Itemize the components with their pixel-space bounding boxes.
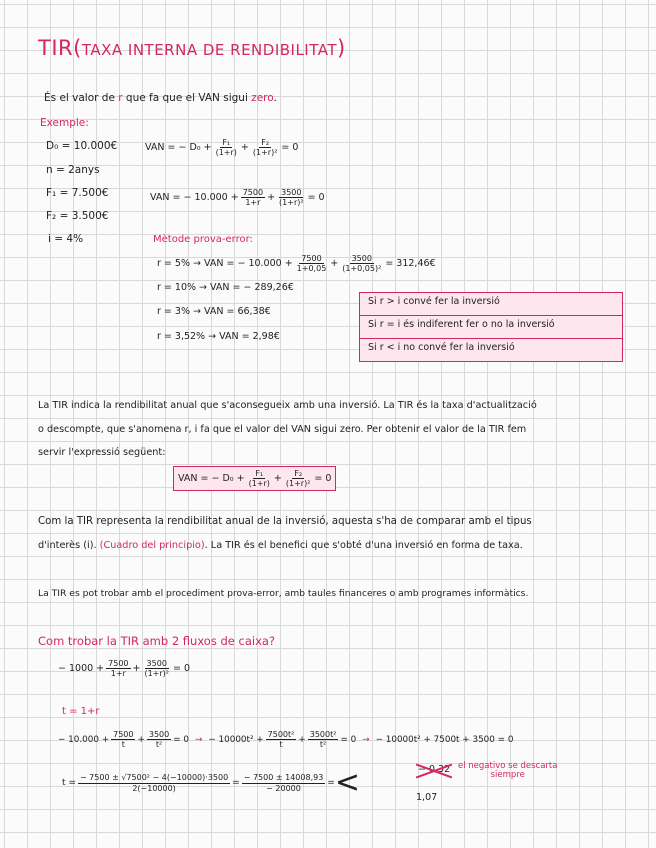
- root-negative: [418, 764, 450, 775]
- eq5-frac1: [111, 730, 135, 749]
- substituted-equation: [58, 730, 513, 749]
- root-negative-value: − 0,32: [418, 764, 451, 775]
- para2-text-a: d'interès (i).: [38, 540, 100, 551]
- discard-note-line2: siempre: [490, 770, 525, 781]
- given-d0: D₀ = 10.000€: [46, 140, 118, 152]
- trial1-f1-den: 1+0,05: [296, 264, 327, 274]
- given-f1: F₁ = 7.500€: [46, 187, 109, 199]
- trial1-f2-num: 3500: [351, 254, 372, 263]
- discard-note: [458, 762, 557, 781]
- eq6-num2: − 7500 ± 14008,93: [243, 773, 324, 783]
- eq4-lhs: − 1000 +: [58, 663, 105, 675]
- eq3-rhs: = 0: [314, 473, 332, 485]
- given-f2: F₂ = 3.500€: [46, 210, 109, 222]
- rule-greater: Si r > i convé fer la inversió: [360, 293, 622, 316]
- eq5-a: − 10.000 +: [58, 734, 110, 745]
- para2-line1: Com la TIR representa la rendibilitat anual de la inversió, aquesta s'ha de comparar amb el tipus: [38, 516, 532, 527]
- eq4-f2-den: (1+r)²: [144, 669, 169, 679]
- van-formula-highlight: [173, 466, 336, 491]
- eq2-f2-num: 3500: [281, 188, 302, 197]
- eq6-den2: − 20000: [266, 783, 301, 793]
- eq6-eq: =: [232, 778, 240, 788]
- definition-r: r: [118, 92, 123, 104]
- eq4-rhs: = 0: [173, 663, 191, 675]
- para2-text-c: . La TIR és el benefici que s'obté d'una inversió en forma de taxa.: [204, 540, 523, 551]
- eq5-plus2: +: [298, 734, 306, 745]
- eq5-f2-num: 3500: [148, 730, 170, 739]
- eq5-g2-num: 3500t²: [309, 730, 337, 739]
- arrow-icon: →: [362, 734, 370, 745]
- rule-less: Si r < i no convé fer la inversió: [368, 342, 515, 353]
- eq4-f1-den: 1+r: [110, 669, 126, 679]
- root-positive: 1,07: [416, 792, 438, 803]
- eq6-den: 2(−10000): [132, 783, 176, 793]
- eq1-f1-den: (1+r): [215, 148, 237, 158]
- eq1-f1-num: F₁: [222, 138, 231, 147]
- eq2-frac2: [277, 188, 306, 207]
- eq5-g1-den: t: [279, 740, 283, 750]
- trial1-frac2: [340, 254, 383, 273]
- eq6-frac2: [242, 773, 326, 792]
- para1-line2: o descompte, que s'anomena r, i fa que el valor del VAN sigui zero. Per obtenir el valor de la TIR fem: [38, 424, 527, 435]
- eq5-frac2: [147, 730, 171, 749]
- trial-5-percent: [157, 254, 436, 273]
- eq2-f1-den: 1+r: [245, 198, 261, 208]
- example-label: Exemple:: [40, 117, 89, 129]
- trial-3-percent: r = 3% → VAN = 66,38€: [157, 306, 271, 317]
- eq1-lhs: VAN = − D₀ +: [145, 142, 212, 154]
- eq2-plus: +: [267, 192, 276, 204]
- eq6-lhs: t =: [62, 778, 76, 788]
- para1-line1: La TIR indica la rendibilitat anual que s'aconsegueix amb una inversió. La TIR és la taxa d'actualització: [38, 400, 537, 411]
- eq1-frac2: [251, 138, 280, 157]
- eq4-f2-num: 3500: [146, 659, 167, 668]
- para3: La TIR es pot trobar amb el procediment prova-error, amb taules financeres o amb programes informàtics.: [38, 588, 529, 599]
- title-paren-close: ): [337, 36, 346, 60]
- eq3-f2-num: F₂: [294, 469, 303, 478]
- eq3-plus: +: [273, 473, 282, 485]
- discard-note-line1: el negativo se descarta: [458, 761, 558, 771]
- eq3-lhs: VAN = − D₀ +: [178, 473, 245, 485]
- section2-title: Com trobar la TIR amb 2 fluxos de caixa?: [38, 634, 276, 648]
- method-label: Mètode prova-error:: [153, 234, 253, 245]
- eq1-plus: +: [240, 142, 249, 154]
- quadratic-solution: [62, 765, 360, 800]
- eq2-f2-den: (1+r)²: [279, 198, 304, 208]
- eq6-num: − 7500 ± √7500² − 4(−10000)·3500: [79, 773, 229, 783]
- eq2-rhs: = 0: [307, 192, 325, 204]
- trial-10-percent: r = 10% → VAN = − 289,26€: [157, 282, 294, 293]
- para1-line3: servir l'expressió següent:: [38, 447, 166, 458]
- definition-text-b: que fa que el VAN sigui: [122, 92, 252, 104]
- trial-3-52-percent: r = 3,52% → VAN = 2,98€: [157, 331, 280, 342]
- eq4-frac2: [142, 659, 171, 678]
- given-i: i = 4%: [48, 233, 84, 245]
- eq2-frac1: [241, 188, 265, 207]
- eq5-f1-den: t: [121, 740, 125, 750]
- eq5-b: − 10000t² +: [208, 734, 264, 745]
- substitution: t = 1+r: [62, 706, 100, 717]
- eq4-plus: +: [132, 663, 141, 675]
- trial1-frac1: [295, 254, 329, 273]
- eq1-f2-den: (1+r)²: [252, 148, 278, 158]
- title-main: TIR: [38, 36, 74, 60]
- eq3-f2-den: (1+r)²: [285, 479, 311, 489]
- eq1-rhs: = 0: [281, 142, 299, 154]
- decision-rules-box: [359, 292, 623, 362]
- definition-dot: .: [273, 92, 277, 104]
- eq5-eq: = 0: [173, 734, 189, 745]
- eq5-g2-den: t²: [319, 740, 327, 750]
- eq3-f1-den: (1+r): [248, 479, 270, 489]
- eq5-eq2: = 0: [340, 734, 357, 745]
- eq5-c: − 10000t² + 7500t + 3500 = 0: [375, 734, 514, 745]
- eq1-frac1: [214, 138, 239, 157]
- branch-bracket-icon: <: [334, 765, 360, 800]
- definition-zero: zero: [251, 92, 274, 104]
- eq3-frac1: [247, 469, 272, 488]
- title-paren-open: (: [73, 36, 82, 60]
- two-flows-equation: [58, 659, 190, 678]
- eq6-eq2: =: [327, 778, 335, 788]
- eq4-frac1: [106, 659, 130, 678]
- eq6-frac1: [78, 773, 230, 792]
- eq5-frac3: [266, 730, 297, 749]
- definition-text-a: És el valor de: [44, 92, 119, 104]
- given-n: n = 2anys: [46, 164, 100, 176]
- page-title: [38, 36, 346, 60]
- arrow-icon: →: [194, 734, 203, 745]
- eq3-frac2: [284, 469, 313, 488]
- trial1-rhs: = 312,46€: [385, 258, 436, 270]
- trial1-lhs: r = 5% → VAN = − 10.000 +: [157, 258, 293, 270]
- eq2-f1-num: 7500: [242, 188, 264, 197]
- title-subtitle: TAXA INTERNA DE RENDIBILITAT: [81, 41, 337, 59]
- van-formula: [145, 138, 298, 157]
- eq5-frac4: [308, 730, 339, 749]
- eq4-f1-num: 7500: [108, 659, 129, 668]
- trial1-plus: +: [330, 258, 339, 270]
- eq5-plus: +: [137, 734, 145, 745]
- trial1-f1-num: 7500: [301, 254, 322, 263]
- eq5-f1-num: 7500: [113, 730, 134, 739]
- trial1-f2-den: (1+0,05)²: [342, 264, 382, 274]
- eq5-f2-den: t²: [155, 740, 163, 750]
- rule-equal: Si r = i és indiferent fer o no la inversió: [360, 316, 622, 339]
- para2-cuadro: (Cuadro del principio): [99, 540, 205, 551]
- eq3-f1-num: F₁: [255, 469, 264, 478]
- eq2-lhs: VAN = − 10.000 +: [150, 192, 239, 204]
- van-formula-example: [150, 188, 325, 207]
- eq1-f2-num: F₂: [261, 138, 270, 147]
- definition: [44, 92, 277, 104]
- eq5-g1-num: 7500t²: [267, 730, 295, 739]
- para2-line2: [38, 540, 523, 551]
